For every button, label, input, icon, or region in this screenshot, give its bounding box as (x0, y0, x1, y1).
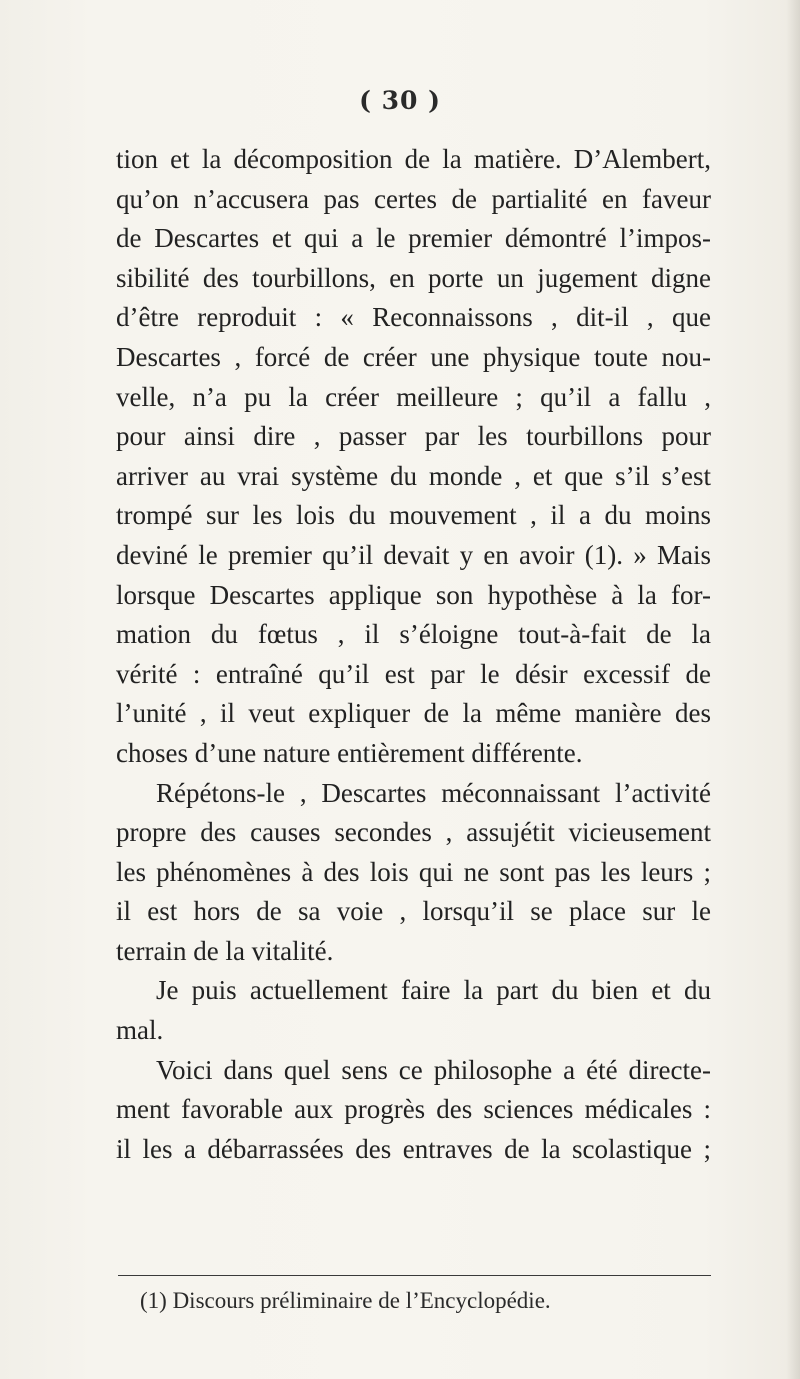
page-edge-shadow (786, 0, 800, 1379)
text-line: d’être reproduit : « Reconnaissons , dit-il , que (116, 302, 711, 333)
text-line: mation du fœtus , il s’éloigne tout-à-fait de la (116, 619, 711, 650)
footnote-divider (118, 1275, 711, 1276)
text-line: deviné le premier qu’il devait y en avoir (1). » Mais (116, 539, 711, 570)
text-line: vérité : entraîné qu’il est par le désir excessif de (116, 658, 711, 689)
text-line: l’unité , il veut expliquer de la même manière des (116, 698, 711, 729)
text-line: propre des causes secondes , assujétit vicieusement (116, 817, 711, 848)
text-line: trompé sur les lois du mouvement , il a du moins (116, 500, 711, 531)
text-line: velle, n’a pu la créer meilleure ; qu’il a fallu , (116, 381, 711, 412)
text-line: Répétons-le , Descartes méconnaissant l’activité (156, 777, 711, 808)
text-line: sibilité des tourbillons, en porte un jugement digne (116, 262, 711, 293)
text-line: les phénomènes à des lois qui ne sont pas les leurs ; (116, 856, 711, 887)
text-line: Voici dans quel sens ce philosophe a été directe- (156, 1054, 711, 1085)
text-line: terrain de la vitalité. (116, 935, 334, 966)
text-line: pour ainsi dire , passer par les tourbillons pour (116, 421, 711, 452)
text-line: tion et la décomposition de la matière. D’Alembert, (116, 144, 711, 174)
page-number: ( 30 ) (359, 86, 441, 115)
text-line: mal. (116, 1015, 164, 1046)
footnote: (1) Discours préliminaire de l’Encyclopédie. (140, 1288, 551, 1313)
text-line: ment favorable aux progrès des sciences médicales : (116, 1094, 711, 1125)
text-line: arriver au vrai système du monde , et que s’il s’est (116, 460, 711, 491)
page-body-text (116, 140, 711, 1169)
text-line: choses d’une nature entièrement différente. (116, 737, 583, 768)
text-line: Descartes , forcé de créer une physique toute nou- (116, 341, 711, 372)
text-line: il est hors de sa voie , lorsqu’il se place sur le (116, 896, 711, 927)
text-line: qu’on n’accusera pas certes de partialité en faveur (116, 183, 711, 214)
text-line: il les a débarrassées des entraves de la scolastique ; (116, 1133, 711, 1164)
text-line: de Descartes et qui a le premier démontré l’impos- (116, 223, 711, 254)
text-line: lorsque Descartes applique son hypothèse à la for- (116, 579, 711, 610)
text-line: Je puis actuellement faire la part du bien et du (156, 975, 711, 1006)
